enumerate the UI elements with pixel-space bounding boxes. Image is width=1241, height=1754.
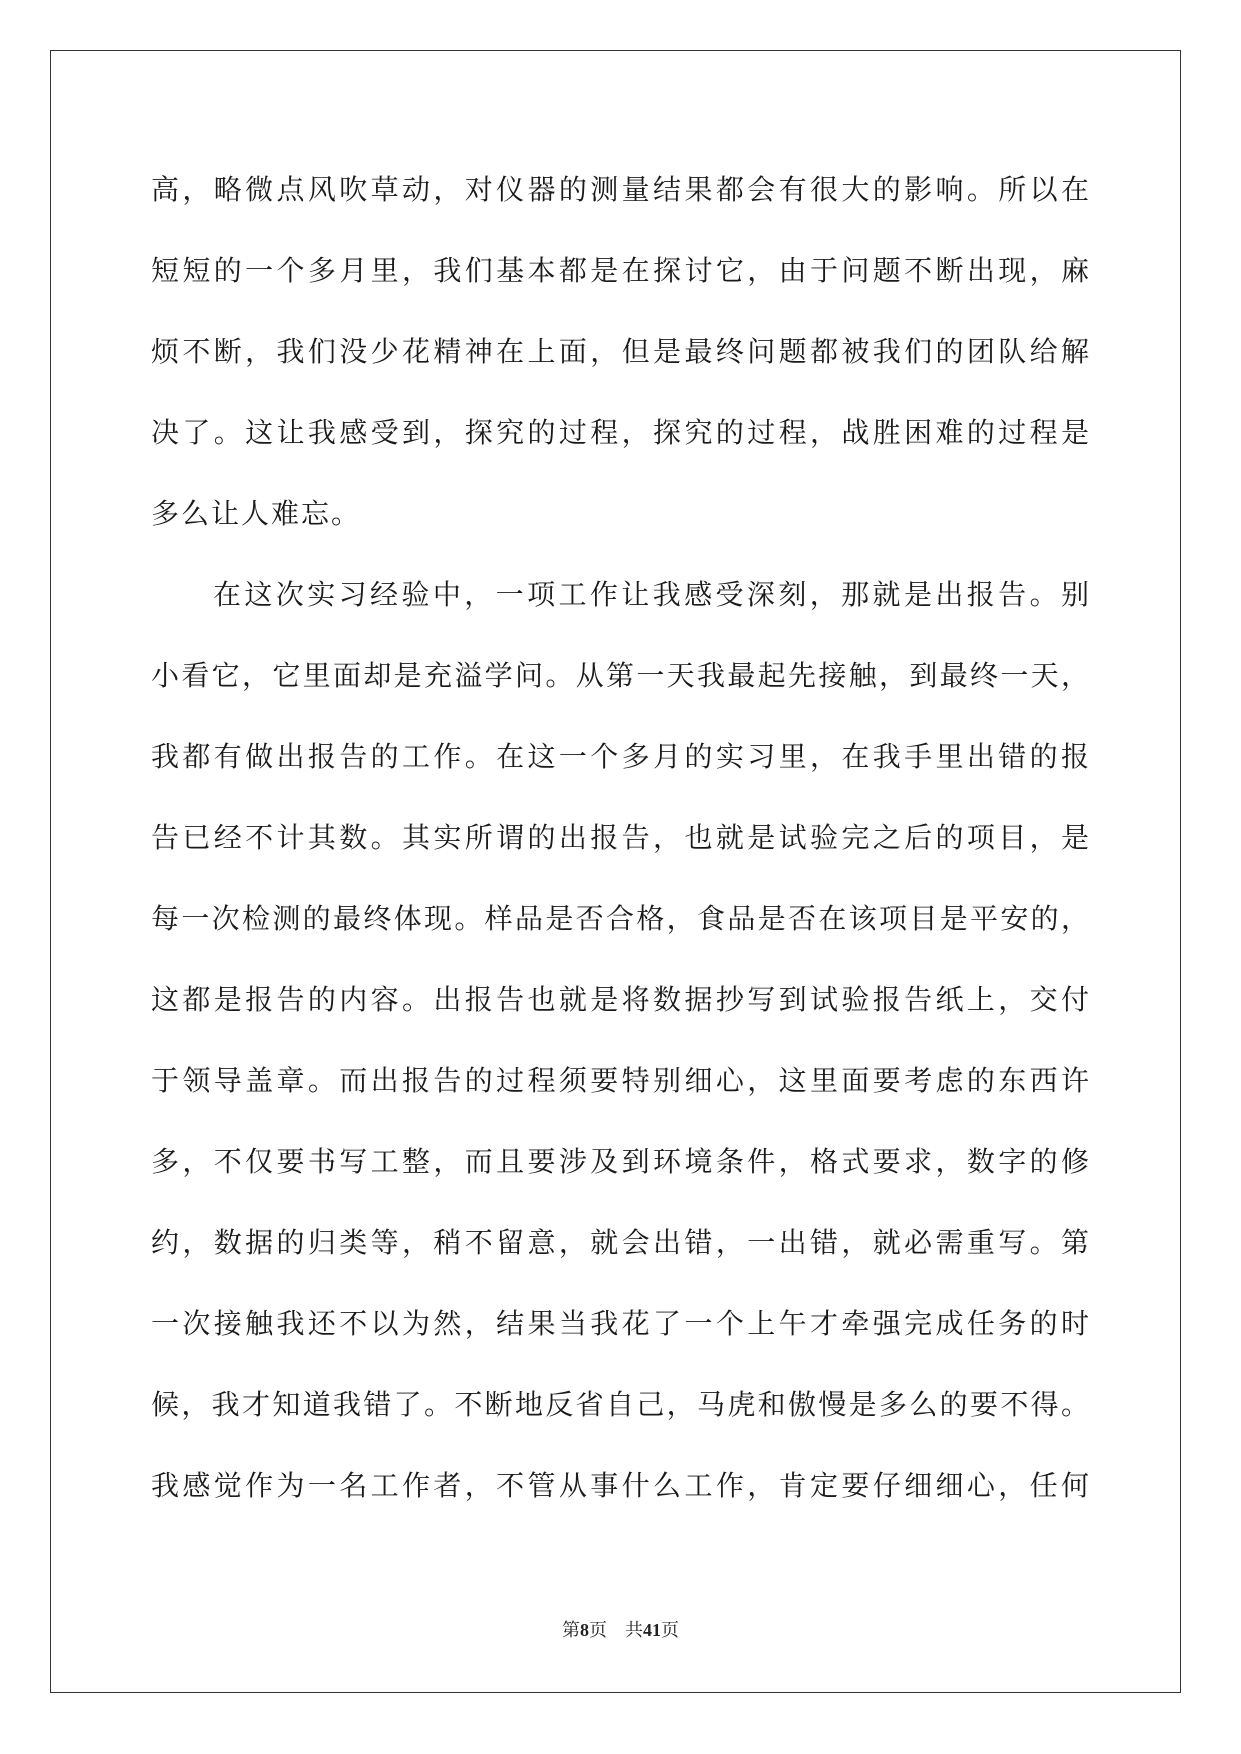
text-line-15: 一次接触我还不以为然，结果当我花了一个上午才牵强完成任务的时 [151, 1307, 1091, 1340]
page-prefix: 第 [562, 1620, 580, 1641]
text-line-8: 我都有做出报告的工作。在这一个多月的实习里，在我手里出错的报 [151, 740, 1091, 773]
total-suffix: 页 [661, 1620, 679, 1641]
page-number-footer [0, 1618, 1241, 1643]
total-page-count: 41 [643, 1620, 661, 1640]
text-line-6: 在这次实习经验中，一项工作让我感受深刻，那就是出报告。别 [213, 578, 1091, 611]
text-line-17: 我感觉作为一名工作者，不管从事什么工作，肯定要仔细细心，任何 [151, 1469, 1091, 1502]
text-line-16: 候，我才知道我错了。不断地反省自己，马虎和傲慢是多么的要不得。 [151, 1388, 1091, 1421]
text-line-7: 小看它，它里面却是充溢学问。从第一天我最起先接触，到最终一天， [151, 659, 1091, 692]
page-suffix: 页 [589, 1620, 607, 1641]
text-line-14: 约，数据的归类等，稍不留意，就会出错，一出错，就必需重写。第 [151, 1226, 1091, 1259]
text-line-13: 多，不仅要书写工整，而且要涉及到环境条件，格式要求，数字的修 [151, 1145, 1091, 1178]
text-line-12: 于领导盖章。而出报告的过程须要特别细心，这里面要考虑的东西许 [151, 1064, 1091, 1097]
total-prefix: 共 [625, 1620, 643, 1641]
current-page-number: 8 [580, 1620, 589, 1640]
text-line-5: 多么让人难忘。 [151, 497, 362, 530]
text-line-2: 短短的一个多月里，我们基本都是在探讨它，由于问题不断出现，麻 [151, 254, 1091, 287]
text-line-1: 高，略微点风吹草动，对仪器的测量结果都会有很大的影响。所以在 [151, 173, 1091, 206]
text-line-3: 烦不断，我们没少花精神在上面，但是最终问题都被我们的团队给解 [151, 335, 1091, 368]
text-line-10: 每一次检测的最终体现。样品是否合格，食品是否在该项目是平安的， [151, 902, 1091, 935]
text-line-4: 决了。这让我感受到，探究的过程，探究的过程，战胜困难的过程是 [151, 416, 1091, 449]
body-text [151, 160, 1091, 1537]
text-line-11: 这都是报告的内容。出报告也就是将数据抄写到试验报告纸上，交付 [151, 983, 1091, 1016]
text-line-9: 告已经不计其数。其实所谓的出报告，也就是试验完之后的项目，是 [151, 821, 1091, 854]
